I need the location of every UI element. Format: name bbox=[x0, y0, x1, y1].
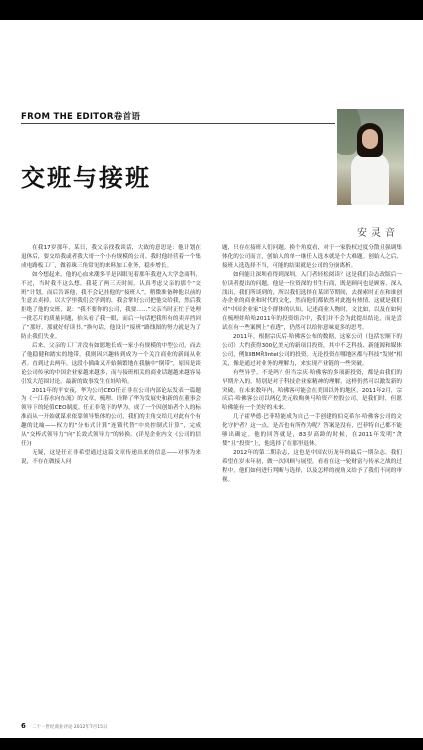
article-title: 交班与接班 bbox=[21, 163, 151, 192]
paragraph: 后来，父亲的工厂并没有如愿地长成一家小有规模的中型公司，而去了他稳健和踏实的地带，我则因兴趣转到成为一个关注商业的新闻从业者。直到过去两年，这段小插曲又开始频繁地在我脑中“倒带”，原因是谈论公司传承的中国企业家越来越多，而与接班相关的商业话题越来越容易引发大范围讨论。最新的故事发生在娃哈哈。 bbox=[21, 342, 201, 385]
paragraph: 无疑，这是任正非希望通过这篇文章传递出来的信息——对事为来说，不存在做接人问 bbox=[21, 449, 201, 465]
author-signature: 安灵音 bbox=[357, 228, 399, 239]
status-bar bbox=[0, 0, 423, 20]
magazine-page bbox=[0, 20, 423, 738]
article-column-left bbox=[21, 244, 201, 467]
bottom-bar bbox=[0, 738, 423, 750]
paragraph: 在我17岁那年，某日，我父亲找我谈话，大致的意思是：他计划在退休后，要交给我或者我大哥一个小有规模的公司。我时他经营着一个集成电路板工厂，做着珠三角常见的来料加工业务，稳步增长。 bbox=[21, 245, 201, 269]
paragraph: 2012年的第二期杂志，这也是中国农历龙年的最后一期杂志。我们希望在岁末年初，做一次回顾与展望，看看在这一轮财富与传承之战的过程中，他们如何进行判断与选择，以及怎样的视角又给予了我们不同的审视。 bbox=[222, 449, 402, 483]
paragraph: 2011年的平安夜，华为公司CEO任正非在公司内部论坛发表一篇题为《一江春水向东流》的文章，梳理、诠释了华为发展史和新的在董事会领导下的轮值CEO制度。任正非笔下的华为，成了一个因创始者个人的标准而从一开始就谋求依靠领导集体的公司，我们的主角交给几对此有个有趣的比喻——权力的“分布式计算”连锁代替“中央控制式计算”，完成从“交棒式领导力”向“长效式领导力”的转换。(详见企业内文《公司的信任》) bbox=[21, 387, 201, 447]
article-column-right bbox=[222, 244, 402, 484]
header-rule bbox=[21, 123, 335, 124]
paragraph: 如何能让深圳看得到深圳，入门者轻松阅读？这是我们杂志改版后一位读者提出的问题，他是一位资深的书生行商，既是顾问也是顾客，深入浅出，我们所谈到的，所以我们选择在某团节期间，去探索时正在和谁创办企业的商业和时代的文化，然而他们都依然对此抱有热情，这就是我们对“中国企业家”这个群体的认知。记述商业人物时，文比如，以及在如何在梳理娃哈哈2011年的投资组合中，我们并不会为此提出结论，而是尝试在有一些案例上“看透”，仍然可以给你意味更多的思考。 bbox=[222, 271, 402, 332]
paragraph: 题，只存在接班人们问题。换个角度看，对于一家股权过度分散且强调集体化的公司而言，创始人的单一继任人选本就是个大难题。创始人之后，接班人选选择不当，可能的结果就是公司的分崩离析。 bbox=[222, 245, 402, 269]
author-photo bbox=[337, 109, 404, 205]
paragraph: 如今想起来，他的心血来潮多半是因眼见着那年我进入大学念商科，不过，当时我不这么想。我花了两三天时间，认真考虑父亲的那个“交班”计划，而后告诉他，我不会记挂他的“接班人”，稍微准备种他以前的生意去卖掉。以大学里我们会学到的，我会掌好公司把他交给我，然后我拒绝了他的交班，说：“我不要你的公司，我要……”父亲当时正忙于处理一批芯片的质量问题，抬头看了我一眼，而后一句话把我所有的卖弄挡回了“那好，那就好好读书。”换句话，他设计“接班”路线图的努力就是为了防止我们失业。 bbox=[21, 271, 201, 341]
running-footer: 二十一世纪商业评论 2012年7月15日 bbox=[32, 725, 108, 730]
section-header: FROM THE EDITOR卷首语 bbox=[21, 112, 141, 122]
paragraph: 有些异乎，不是吗？但当宗庆·哈佛客的多项新投资，都是由我们的早期介入的，特别是对于科技企业家精神的理解，这样仍然可以激发新的突破。在未来数年内，哈佛客可能会在美国以外的地区，2011年2月，宗庆后·哈佛客公司以两亿美元收购奥马哈资产控股公司，是我们时，但愿哈佛能有一个美好的未来。 bbox=[222, 369, 403, 412]
paragraph: 几子霍华德·巴菲特能成为自己一手创建的伯克希尔·哈佛客公司的文化守护者？这一点，是否也有所作为呢？答案是没有，巴菲特自己都不能够出确定。他的回答就是，83岁高龄的时候，在2011年发明“贪婪”且“投资”上，他选择了在那里退休。 bbox=[222, 414, 402, 447]
paragraph: 2011年，根据宗庆后·哈佛客公布的数据，这家公司（包括宏顺下的公司）大约获得300亿美元的新项目投资，其中不乏科技、新能源和媒体公司，例如IBM和Intel公司的投资。无论投资在哪地区都与科技“发财”相关，像是通过对业务的理解力，来实现产业链的一些突破。 bbox=[222, 334, 402, 367]
page-number: 6 bbox=[21, 722, 26, 730]
